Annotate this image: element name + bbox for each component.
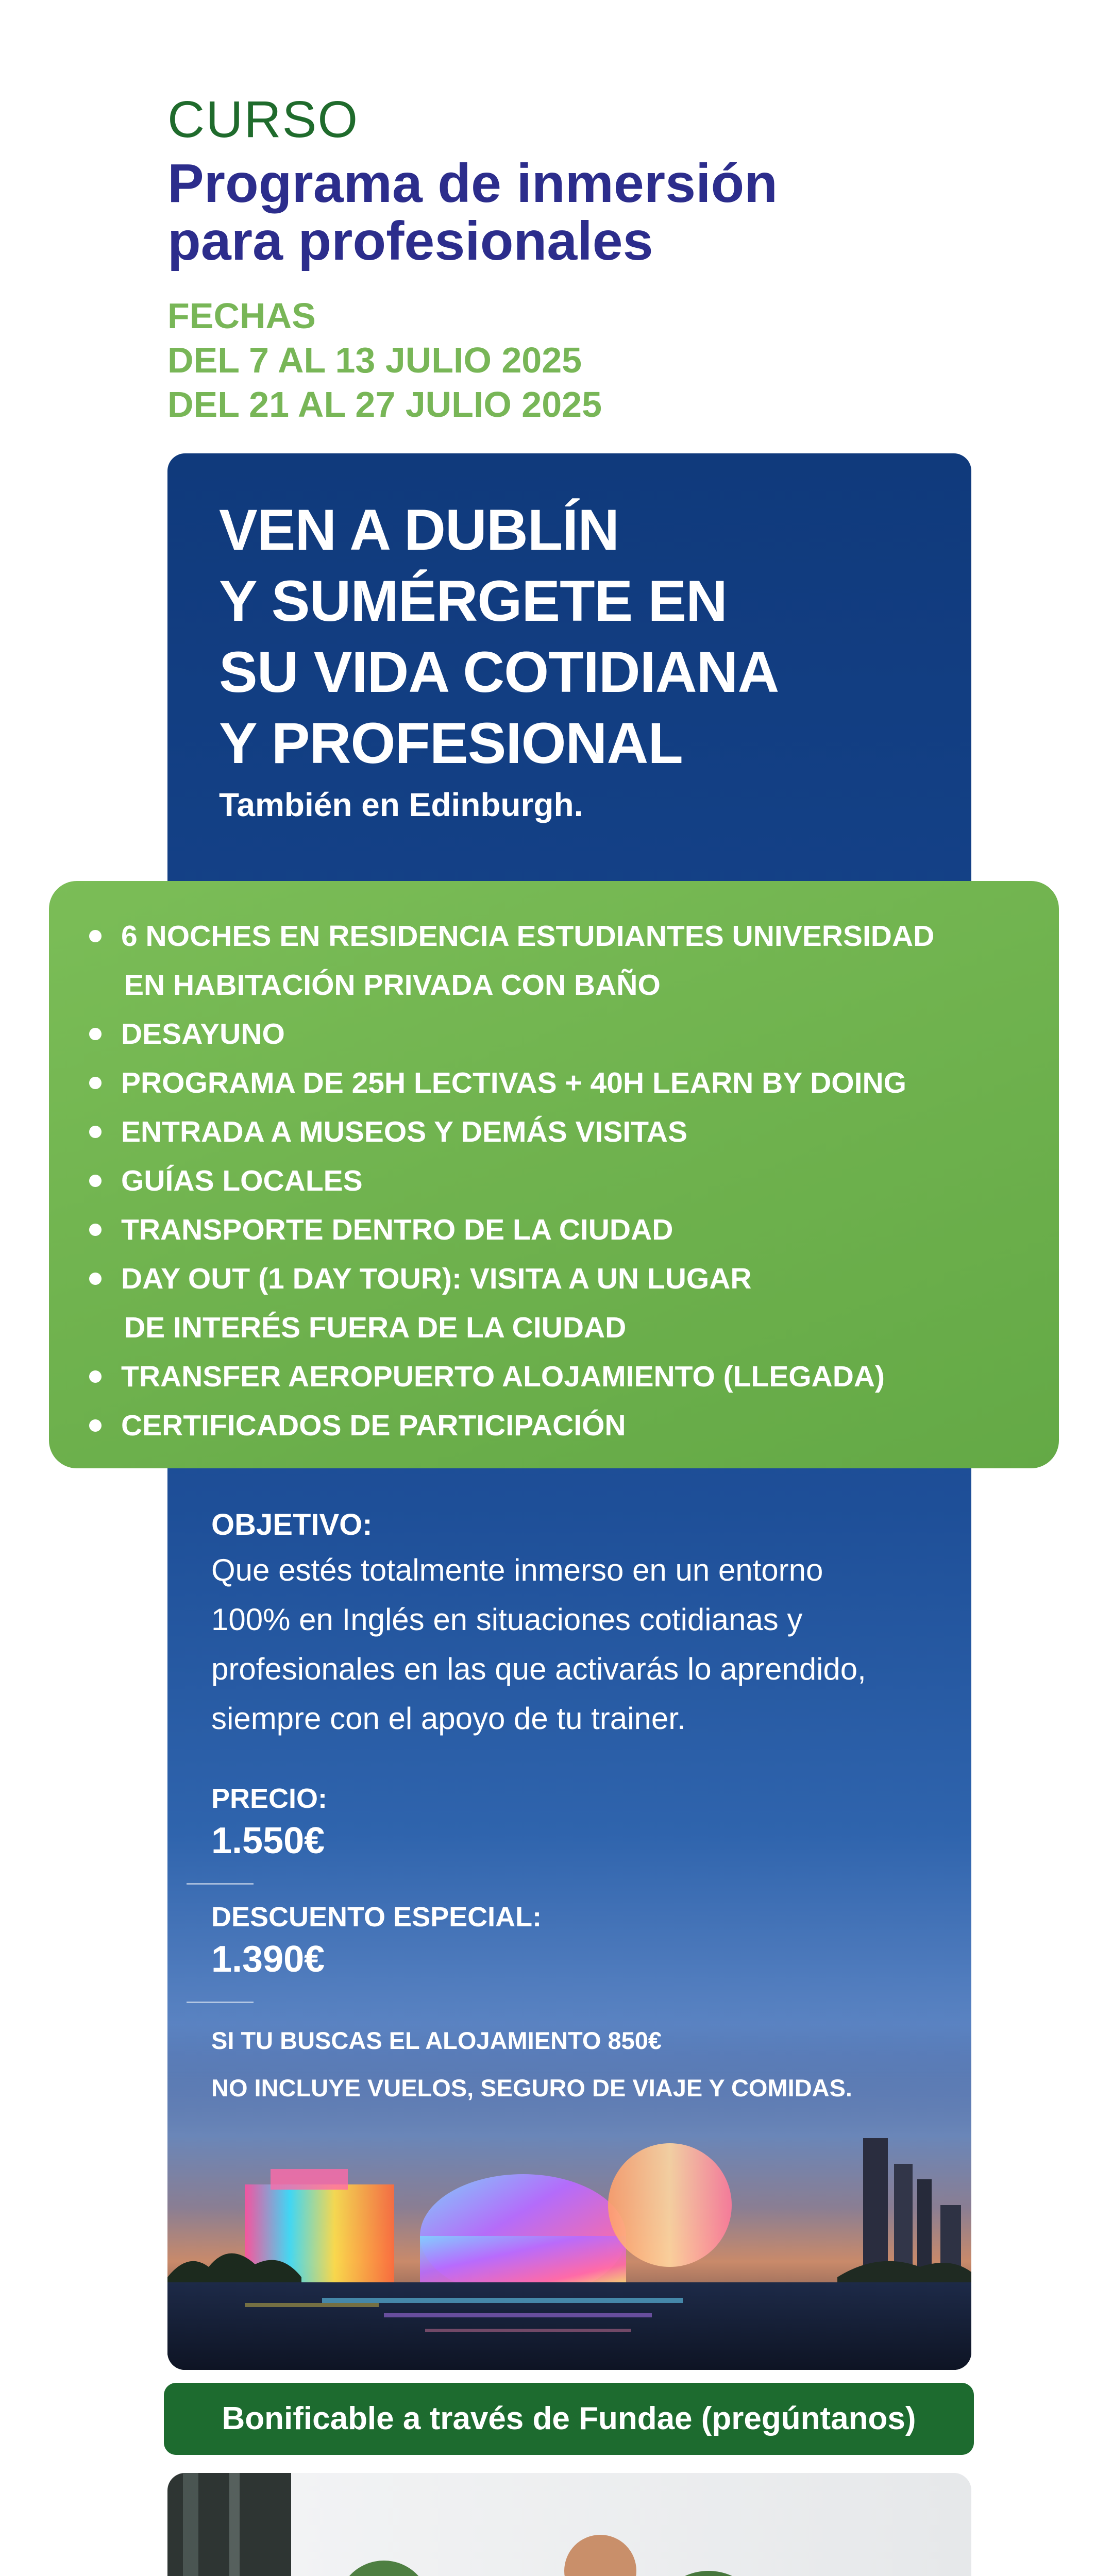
hero-line-2: Y SUMÉRGETE EN [219, 569, 727, 633]
objective-section [211, 1504, 943, 1743]
course-title-line-2: para profesionales [167, 211, 653, 272]
feature-text: CERTIFICADOS DE PARTICIPACIÓN [121, 1409, 626, 1442]
price-divider [187, 1883, 254, 1885]
feature-item-guides [85, 1157, 1043, 1206]
feature-text: TRANSFER AEROPUERTO ALOJAMIENTO (LLEGADA) [121, 1360, 885, 1393]
feature-text-continued: DE INTERÉS FUERA DE LA CIUDAD [124, 1311, 627, 1344]
hero-line-3: SU VIDA COTIDIANA [219, 640, 779, 704]
features-box [49, 881, 1059, 1468]
feature-item-day-out [85, 1255, 1043, 1352]
bullet-icon [89, 1370, 102, 1383]
team-meeting-photo [167, 2473, 971, 2576]
hero-title [219, 495, 940, 779]
feature-item-accommodation [85, 912, 1043, 1010]
feature-item-breakfast [85, 1010, 1043, 1059]
feature-text: GUÍAS LOCALES [121, 1164, 363, 1197]
feature-item-transfer [85, 1352, 1043, 1401]
feature-text-continued: EN HABITACIÓN PRIVADA CON BAÑO [124, 969, 661, 1002]
objective-heading: OBJETIVO: [211, 1508, 373, 1541]
bullet-icon [89, 1077, 102, 1089]
discount-block [211, 1899, 542, 1983]
feature-text: ENTRADA A MUSEOS Y DEMÁS VISITAS [121, 1115, 687, 1148]
bullet-icon [89, 1273, 102, 1285]
objective-line-3: profesionales en las que activarás lo aprendido, [211, 1652, 866, 1686]
features-list [85, 912, 1043, 1450]
feature-text: DESAYUNO [121, 1018, 285, 1050]
fundae-banner: Bonificable a través de Fundae (pregúntanos) [164, 2383, 974, 2455]
bullet-icon [89, 1028, 102, 1040]
bullet-icon [89, 930, 102, 942]
objective-line-2: 100% en Inglés en situaciones cotidianas y [211, 1602, 803, 1637]
price-block [211, 1780, 327, 1865]
course-title-line-1: Programa de inmersión [167, 153, 778, 214]
feature-text: DAY OUT (1 DAY TOUR): VISITA A UN LUGAR [121, 1262, 752, 1295]
dates-label: FECHAS [167, 296, 316, 336]
objective-line-1: Que estés totalmente inmerso en un entorno [211, 1553, 823, 1587]
discount-divider [187, 2002, 254, 2003]
exclusions-note: NO INCLUYE VUELOS, SEGURO DE VIAJE Y COMIDAS. [211, 2074, 852, 2102]
date-range-1: DEL 7 AL 13 JULIO 2025 [167, 340, 582, 380]
objective-text [211, 1546, 943, 1743]
feature-item-museums [85, 1108, 1043, 1157]
feature-item-certificates [85, 1401, 1043, 1450]
objective-line-4: siempre con el apoyo de tu trainer. [211, 1701, 686, 1736]
feature-item-transport [85, 1206, 1043, 1255]
bullet-icon [89, 1419, 102, 1432]
course-title [167, 155, 940, 270]
hero-line-1: VEN A DUBLÍN [219, 498, 619, 562]
price-value: 1.550€ [211, 1820, 325, 1861]
date-range-2: DEL 21 AL 27 JULIO 2025 [167, 384, 602, 425]
feature-text: PROGRAMA DE 25H LECTIVAS + 40H LEARN BY DOING [121, 1066, 906, 1099]
discount-value: 1.390€ [211, 1939, 325, 1980]
pricing-notes [211, 2017, 852, 2112]
course-dates [167, 294, 602, 427]
hero-line-4: Y PROFESIONAL [219, 711, 683, 775]
bullet-icon [89, 1126, 102, 1138]
feature-item-program [85, 1059, 1043, 1108]
discount-label: DESCUENTO ESPECIAL: [211, 1902, 542, 1933]
feature-text: TRANSPORTE DENTRO DE LA CIUDAD [121, 1213, 673, 1246]
bullet-icon [89, 1224, 102, 1236]
course-label: CURSO [167, 91, 359, 148]
price-label: PRECIO: [211, 1783, 328, 1814]
feature-text: 6 NOCHES EN RESIDENCIA ESTUDIANTES UNIVERSIDAD [121, 920, 935, 953]
bullet-icon [89, 1175, 102, 1187]
hero-subtitle: También en Edinburgh. [219, 786, 583, 823]
accommodation-note: SI TU BUSCAS EL ALOJAMIENTO 850€ [211, 2027, 662, 2054]
meeting-illustration [167, 2473, 971, 2576]
